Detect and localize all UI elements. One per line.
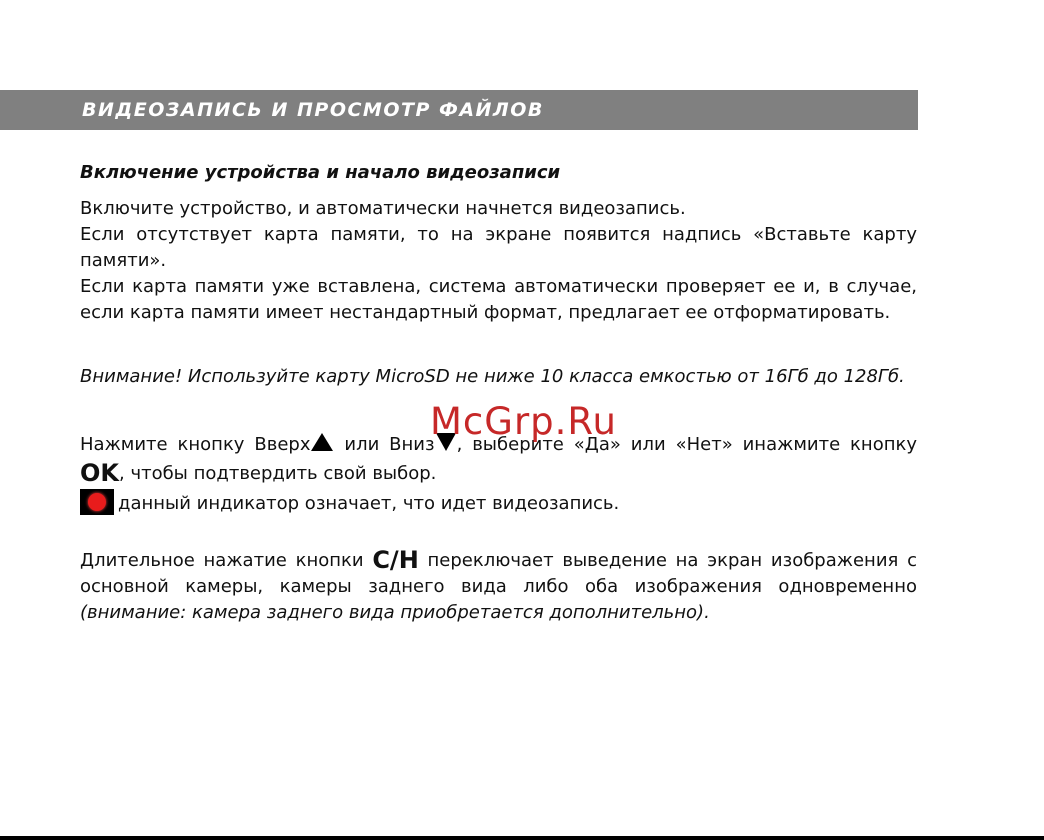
bottom-divider (0, 836, 1044, 840)
paragraph-card-check: Если карта памяти уже вставлена, система автоматически проверяет ее и, в случае, если карта памяти имеет нестандартный формат, предлагает ее отформатировать. (80, 276, 917, 323)
ok-key-label: OK (80, 459, 119, 487)
paragraph-camera-switch (80, 547, 917, 626)
ch-text-2: переключает выведение на экран изображения с основной камеры, камеры заднего вида либо оба изображения одновременно (80, 550, 917, 597)
up-arrow-icon (310, 432, 334, 460)
nav-text-4: , чтобы подтвердить свой выбор. (119, 463, 437, 484)
section-banner (0, 90, 918, 130)
watermark: McGrp.Ru (430, 400, 617, 443)
manual-content (80, 160, 917, 626)
ch-text-1: Длительное нажатие кнопки (80, 550, 373, 571)
paragraph-power-on: Включите устройство, и автоматически начнется видеозапись. (80, 198, 686, 219)
nav-text-3: , выберите «Да» или «Нет» инажмите кнопку (456, 434, 918, 455)
warning-note: Внимание! Используйте карту MicroSD не ниже 10 класса емкостью от 16Гб до 128Гб. (80, 366, 905, 387)
subsection-heading: Включение устройства и начало видеозаписи (80, 162, 561, 183)
record-dot (88, 493, 106, 511)
nav-text-1: Нажмите кнопку Вверх (80, 434, 311, 455)
record-indicator-icon (80, 489, 114, 515)
ch-note: (внимание: камера заднего вида приобретается дополнительно). (80, 602, 710, 623)
paragraph-record-indicator (80, 489, 917, 517)
record-indicator-text: данный индикатор означает, что идет видеозапись. (118, 493, 620, 514)
nav-text-2: или Вниз (334, 434, 435, 455)
paragraph-no-card: Если отсутствует карта памяти, то на экране появится надпись «Вставьте карту памяти». (80, 224, 917, 271)
ch-key-label: C/H (372, 546, 419, 574)
section-title: ВИДЕОЗАПИСЬ И ПРОСМОТР ФАЙЛОВ (82, 99, 544, 121)
